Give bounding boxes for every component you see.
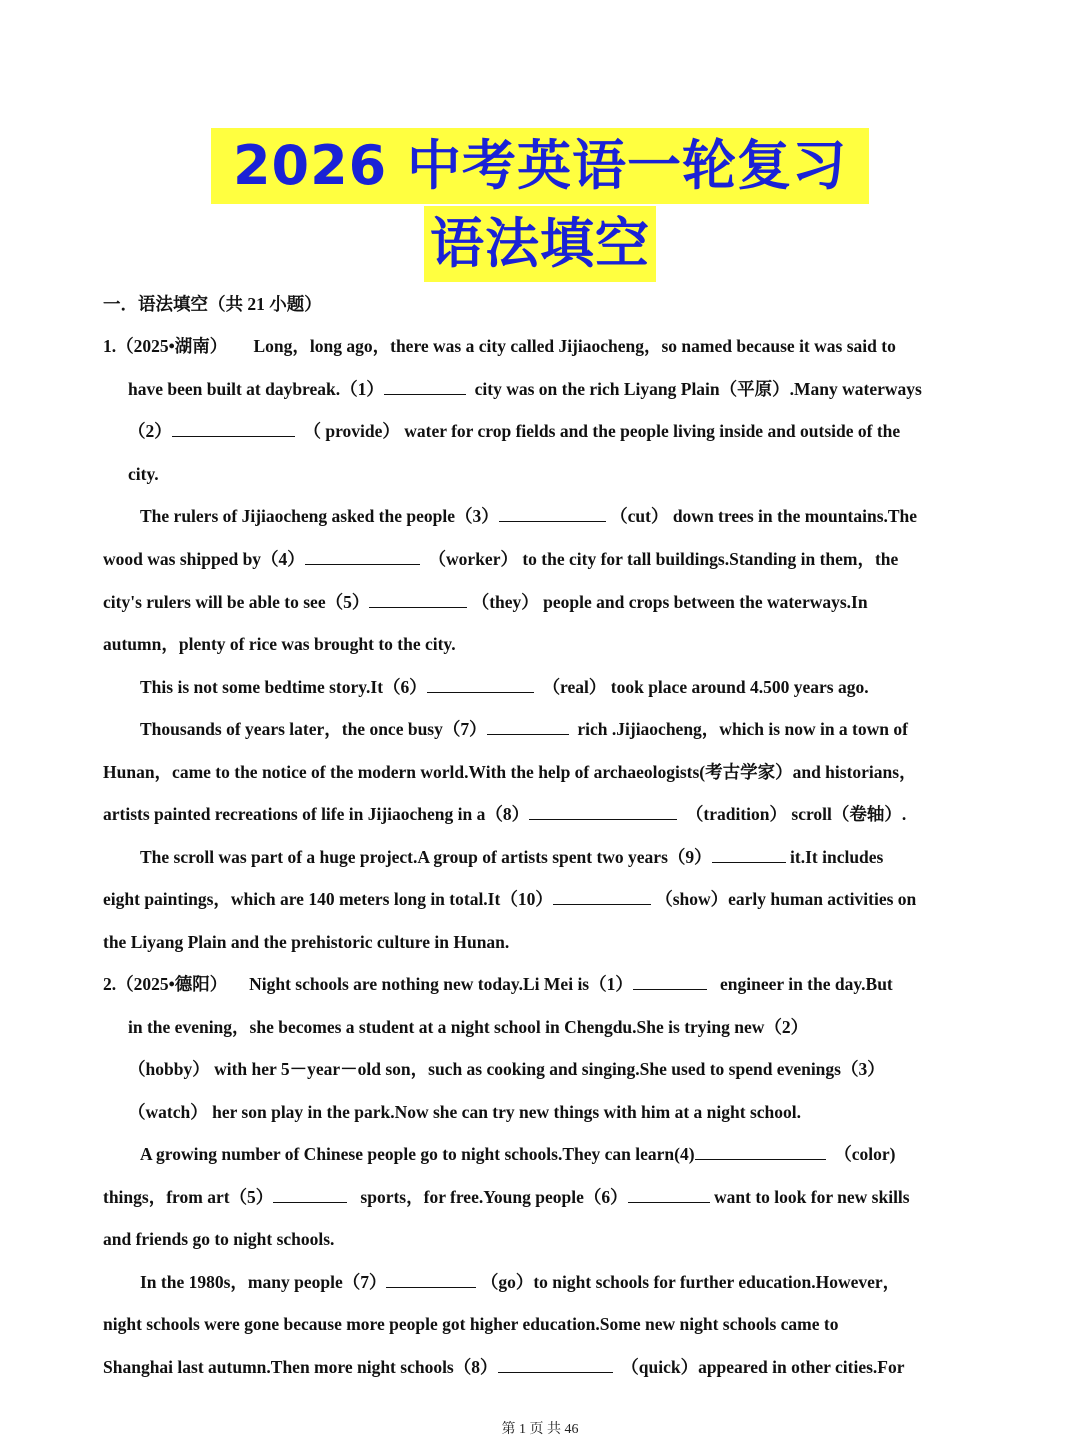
text-line: （hobby） with her 5－year－old son，such as cooking and singing.She used to spend evenings（3） bbox=[128, 1059, 885, 1079]
answer-blank[interactable] bbox=[529, 801, 677, 820]
answer-blank[interactable] bbox=[369, 589, 467, 608]
text-line: city. bbox=[128, 464, 159, 484]
text-line: The rulers of Jijiaocheng asked the people（3） （cut） down trees in the mountains.The bbox=[140, 503, 978, 529]
answer-blank[interactable] bbox=[386, 1269, 476, 1288]
text-line: 1.（2025•湖南） Long，long ago，there was a city called Jijiaocheng，so named because it was said to bbox=[103, 336, 896, 356]
page-subtitle: 语法填空 bbox=[424, 206, 656, 282]
answer-blank[interactable] bbox=[172, 418, 295, 437]
text-line: eight paintings，which are 140 meters long in total.It（10） （show）early human activities on bbox=[103, 886, 978, 912]
answer-blank[interactable] bbox=[712, 844, 786, 863]
answer-blank[interactable] bbox=[553, 886, 651, 905]
text-line: 2.（2025•德阳） Night schools are nothing new today.Li Mei is（1） engineer in the day.But bbox=[103, 971, 978, 997]
text-line: Thousands of years later，the once busy（7） rich .Jijiaocheng，which is now in a town of bbox=[140, 716, 978, 742]
text-line: The scroll was part of a huge project.A group of artists spent two years（9） it.It includes bbox=[140, 844, 978, 870]
title-line-1-wrap bbox=[0, 128, 1080, 204]
page-footer: 第 1 页 共 46 bbox=[501, 1422, 579, 1437]
text-line: Shanghai last autumn.Then more night schools（8） （quick）appeared in other cities.For bbox=[103, 1354, 978, 1380]
answer-blank[interactable] bbox=[499, 503, 606, 522]
answer-blank[interactable] bbox=[633, 971, 707, 990]
text-line: （watch） her son play in the park.Now she can try new things with him at a night school. bbox=[128, 1102, 802, 1122]
text-line: A growing number of Chinese people go to night schools.They can learn(4) （color) bbox=[140, 1141, 978, 1167]
text-line: the Liyang Plain and the prehistoric culture in Hunan. bbox=[103, 932, 510, 952]
text-line: Hunan，came to the notice of the modern world.With the help of archaeologists(考古学家）and historians， bbox=[103, 762, 917, 782]
title-line-2-wrap bbox=[0, 206, 1080, 282]
page-title: 2026 中考英语一轮复习 bbox=[211, 128, 869, 204]
text-line: （2） （ provide） water for crop fields and the people living inside and outside of the bbox=[128, 418, 978, 444]
answer-blank[interactable] bbox=[487, 716, 569, 735]
text-line: city's rulers will be able to see（5） （they） people and crops between the waterways.In bbox=[103, 589, 978, 615]
text-line: artists painted recreations of life in Jijiaocheng in a（8） （tradition） scroll（卷轴）. bbox=[103, 801, 978, 827]
answer-blank[interactable] bbox=[305, 546, 420, 565]
answer-blank[interactable] bbox=[427, 674, 534, 693]
text-line: in the evening，she becomes a student at a night school in Chengdu.She is trying new（2） bbox=[128, 1017, 809, 1037]
text-line: wood was shipped by（4） （worker） to the city for tall buildings.Standing in them，the bbox=[103, 546, 978, 572]
answer-blank[interactable] bbox=[498, 1354, 613, 1373]
text-line: In the 1980s，many people（7） （go）to night schools for further education.However， bbox=[140, 1269, 978, 1295]
text-line: have been built at daybreak.（1） city was on the rich Liyang Plain（平原）.Many waterways bbox=[128, 376, 978, 402]
text-line: things，from art（5） sports，for free.Young people（6） want to look for new skills bbox=[103, 1184, 978, 1210]
answer-blank[interactable] bbox=[695, 1141, 826, 1160]
answer-blank[interactable] bbox=[384, 376, 466, 395]
answer-blank[interactable] bbox=[628, 1184, 710, 1203]
answer-blank[interactable] bbox=[273, 1184, 347, 1203]
text-line: This is not some bedtime story.It（6） （real） took place around 4.500 years ago. bbox=[140, 674, 978, 700]
text-line: autumn，plenty of rice was brought to the city. bbox=[103, 634, 456, 654]
text-line: night schools were gone because more people got higher education.Some new night schools came to bbox=[103, 1314, 839, 1334]
section-heading: 一．语法填空（共 21 小题） bbox=[103, 294, 322, 314]
text-line: and friends go to night schools. bbox=[103, 1229, 335, 1249]
